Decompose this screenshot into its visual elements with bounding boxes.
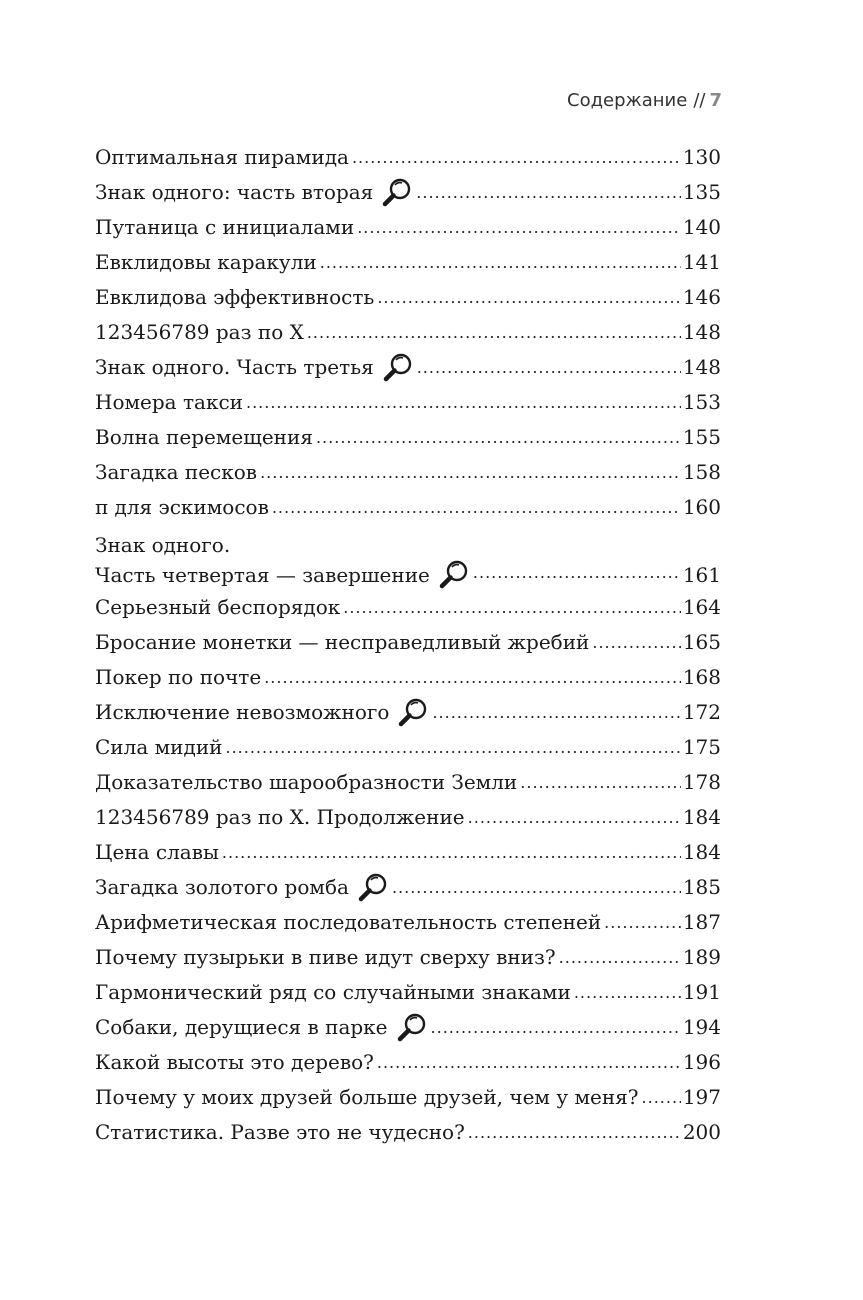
dot-leader: [272, 496, 681, 516]
toc-entry[interactable]: [95, 1115, 721, 1150]
toc-entry-page: 184: [682, 805, 721, 829]
toc-entry-title: Евклидова эффективность: [95, 285, 375, 309]
dot-leader: [520, 771, 681, 791]
toc-entry[interactable]: [95, 625, 721, 660]
toc-entry-title: Почему пузырьки в пиве идут сверху вниз?: [95, 945, 556, 969]
table-of-contents: [95, 140, 721, 1150]
dot-leader: [320, 251, 681, 271]
toc-entry-title-line1: Знак одного.: [95, 533, 231, 557]
dot-leader: [574, 981, 681, 1001]
toc-entry[interactable]: [95, 280, 721, 315]
toc-entry-page: 185: [682, 875, 721, 899]
toc-entry-page: 155: [682, 425, 721, 449]
toc-entry-page: 184: [682, 840, 721, 864]
toc-entry-page: 172: [682, 700, 721, 724]
dot-leader: [264, 666, 681, 686]
dot-leader: [392, 876, 681, 896]
toc-entry-page: 196: [682, 1050, 721, 1074]
dot-leader: [357, 216, 681, 236]
toc-entry-page: 189: [682, 945, 721, 969]
dot-leader: [222, 841, 681, 861]
toc-entry-page: 135: [682, 180, 721, 204]
toc-entry[interactable]: [95, 800, 721, 835]
toc-entry[interactable]: [95, 525, 721, 590]
toc-entry[interactable]: [95, 490, 721, 525]
toc-entry[interactable]: [95, 315, 721, 350]
toc-entry-title: Бросание монетки — несправедливый жребий: [95, 630, 590, 654]
dot-leader: [417, 356, 681, 376]
dot-leader: [352, 146, 681, 166]
dot-leader: [377, 1051, 681, 1071]
magnifying-glass-icon: [381, 351, 415, 385]
dot-leader: [316, 426, 681, 446]
toc-entry-page: 197: [682, 1085, 721, 1109]
dot-leader: [642, 1086, 681, 1106]
dot-leader: [604, 911, 681, 931]
dot-leader: [468, 806, 681, 826]
toc-entry[interactable]: [95, 590, 721, 625]
dot-leader: [592, 631, 680, 651]
toc-entry-title: Доказательство шарообразности Земли: [95, 770, 518, 794]
toc-entry-title: Номера такси: [95, 390, 243, 414]
magnifying-glass-icon: [395, 1011, 429, 1045]
toc-entry-title: 123456789 раз по X: [95, 320, 304, 344]
dot-leader: [307, 321, 681, 341]
dot-leader: [473, 561, 681, 581]
toc-entry-page: 178: [682, 770, 721, 794]
toc-entry[interactable]: [95, 175, 721, 210]
dot-leader: [225, 736, 680, 756]
dot-leader: [431, 1016, 681, 1036]
dot-leader: [416, 181, 681, 201]
toc-entry-page: 175: [682, 735, 721, 759]
toc-entry[interactable]: [95, 210, 721, 245]
toc-entry[interactable]: [95, 1010, 721, 1045]
toc-entry-title: 123456789 раз по X. Продолжение: [95, 805, 465, 829]
magnifying-glass-icon: [380, 176, 414, 210]
toc-entry[interactable]: [95, 350, 721, 385]
toc-entry-title: Знак одного: часть вторая: [95, 180, 374, 204]
dot-leader: [343, 596, 681, 616]
toc-entry-title: Знак одного. Часть третья: [95, 355, 374, 379]
toc-entry[interactable]: [95, 245, 721, 280]
toc-entry-title: Почему у моих друзей больше друзей, чем у меня?: [95, 1085, 639, 1109]
toc-entry-page: 161: [682, 563, 721, 587]
toc-entry[interactable]: [95, 1080, 721, 1115]
toc-entry-title: Цена славы: [95, 840, 219, 864]
toc-entry-page: 191: [682, 980, 721, 1004]
toc-entry-title: Статистика. Разве это не чудесно?: [95, 1120, 465, 1144]
toc-entry[interactable]: [95, 905, 721, 940]
toc-entry-page: 140: [682, 215, 721, 239]
dot-leader: [260, 461, 681, 481]
toc-entry-page: 146: [682, 285, 721, 309]
toc-entry-page: 141: [682, 250, 721, 274]
toc-entry-title: π для эскимосов: [95, 495, 269, 519]
toc-entry[interactable]: [95, 695, 721, 730]
toc-entry-title: Загадка песков: [95, 460, 258, 484]
toc-entry-page: 164: [682, 595, 721, 619]
toc-entry-title: Собаки, дерущиеся в парке: [95, 1015, 388, 1039]
toc-entry-page: 153: [682, 390, 721, 414]
toc-entry-title: Часть четвертая — завершение: [95, 563, 430, 587]
toc-entry[interactable]: [95, 385, 721, 420]
dot-leader: [559, 946, 681, 966]
magnifying-glass-icon: [437, 558, 471, 592]
dot-leader: [377, 286, 680, 306]
toc-entry[interactable]: [95, 455, 721, 490]
toc-entry[interactable]: [95, 835, 721, 870]
toc-entry-title: Исключение невозможного: [95, 700, 390, 724]
toc-entry-page: 160: [682, 495, 721, 519]
toc-entry-page: 168: [682, 665, 721, 689]
toc-entry-title: Путаница с инициалами: [95, 215, 355, 239]
toc-entry[interactable]: [95, 660, 721, 695]
header-separator: //: [693, 90, 706, 111]
toc-entry-page: 165: [682, 630, 721, 654]
toc-entry[interactable]: [95, 420, 721, 455]
toc-entry[interactable]: [95, 870, 721, 905]
toc-entry-page: 194: [682, 1015, 721, 1039]
dot-leader: [246, 391, 681, 411]
toc-entry[interactable]: [95, 940, 721, 975]
toc-entry-page: 200: [682, 1120, 721, 1144]
running-header: [567, 90, 722, 111]
toc-entry-title: Какой высоты это дерево?: [95, 1050, 374, 1074]
magnifying-glass-icon: [396, 696, 430, 730]
toc-entry-title: Серьезный беспорядок: [95, 595, 341, 619]
toc-entry-title: Гармонический ряд со случайными знаками: [95, 980, 571, 1004]
page-number: 7: [709, 90, 722, 111]
dot-leader: [432, 701, 680, 721]
toc-entry-title: Сила мидий: [95, 735, 223, 759]
toc-entry-title: Загадка золотого ромба: [95, 875, 349, 899]
toc-entry[interactable]: [95, 765, 721, 800]
toc-entry-page: 130: [682, 145, 721, 169]
toc-entry-title: Волна перемещения: [95, 425, 313, 449]
toc-entry[interactable]: [95, 1045, 721, 1080]
toc-entry-title: Арифметическая последовательность степеней: [95, 910, 602, 934]
toc-entry-title: Покер по почте: [95, 665, 262, 689]
section-title: Содержание: [567, 90, 688, 111]
toc-entry[interactable]: [95, 975, 721, 1010]
toc-entry-page: 187: [682, 910, 721, 934]
dot-leader: [468, 1121, 681, 1141]
toc-entry-title: Евклидовы каракули: [95, 250, 317, 274]
magnifying-glass-icon: [356, 871, 390, 905]
toc-entry-page: 148: [682, 355, 721, 379]
toc-entry[interactable]: [95, 730, 721, 765]
toc-entry-page: 158: [682, 460, 721, 484]
toc-entry-page: 148: [682, 320, 721, 344]
toc-entry-title: Оптимальная пирамида: [95, 145, 349, 169]
toc-entry[interactable]: [95, 140, 721, 175]
